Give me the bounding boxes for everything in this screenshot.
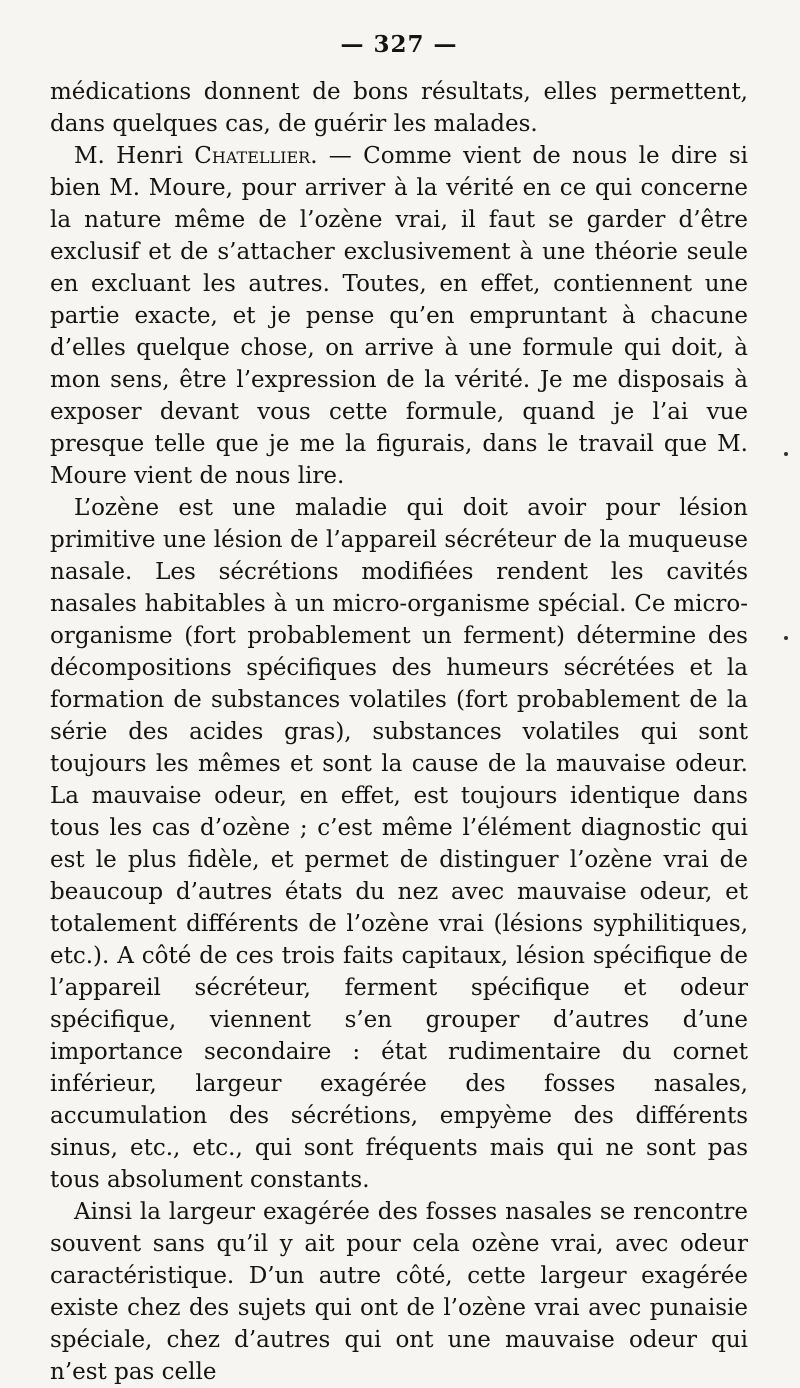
page-number: — 327 —: [340, 31, 458, 58]
paragraph-continuation: médications donnent de bons résultats, elles permettent, dans quelques cas, de guérir les malades.: [50, 79, 748, 137]
paragraph-text: . — Comme vient de nous le dire si bien M. Moure, pour arriver à la vérité en ce qui concerne la nature même de l’ozène vrai, il faut se garder d’être exclusif et de s’attacher exclusivement à une théorie seule en excluant les autres. Toutes, en effet, contiennent une partie exacte, et je pense qu’en empruntant à chacune d’elles quelque chose, on arrive à une formule qui doit, à mon sens, être l’expression de la vérité. Je me disposais à exposer devant vous cette formule, quand je l’ai vue presque telle que je me la figurais, dans le travail que M. Moure vient de nous lire.: [50, 143, 748, 489]
paragraph-ozene-definition: L’ozène est une maladie qui doit avoir pour lésion primitive une lésion de l’appareil sécréteur de la muqueuse nasale. Les sécrétions modifiées rendent les cavités nasales habitables à un micro-organisme spécial. Ce micro-organisme (fort probablement un ferment) détermine des décompositions spécifiques des humeurs sécrétées et la formation de substances volatiles (fort probablement de la série des acides gras), substances volatiles qui sont toujours les mêmes et sont la cause de la mauvaise odeur. La mauvaise odeur, en effet, est toujours identique dans tous les cas d’ozène ; c’est même l’élément diagnostic qui est le plus fidèle, et permet de distinguer l’ozène vrai de beaucoup d’autres états du nez avec mauvaise odeur, et totalement différents de l’ozène vrai (lésions syphilitiques, etc.). A côté de ces trois faits capitaux, lésion spécifique de l’appareil sécréteur, ferment spécifique et odeur spécifique, viennent s’en grouper d’autres d’une importance secondaire : état rudimentaire du cornet inférieur, largeur exagérée des fosses nasales, accumulation des sécrétions, empyème des différents sinus, etc., etc., qui sont fréquents mais qui ne sont pas tous absolument constants.: [50, 495, 748, 1193]
paragraph-chatellier-remarks: [50, 140, 748, 492]
margin-mark: [784, 636, 788, 640]
speaker-name: Chatellier: [194, 143, 311, 169]
margin-mark: [784, 452, 788, 456]
paragraph-nasal-width: Ainsi la largeur exagérée des fosses nasales se rencontre souvent sans qu’il y ait pour cela ozène vrai, avec odeur caractéristique. D’un autre côté, cette largeur exagérée existe chez des sujets qui ont de l’ozène vrai avec punaisie spéciale, chez d’autres qui ont une mauvaise odeur qui n’est pas celle: [50, 1199, 748, 1385]
speaker-prefix: M. Henri: [74, 143, 195, 169]
